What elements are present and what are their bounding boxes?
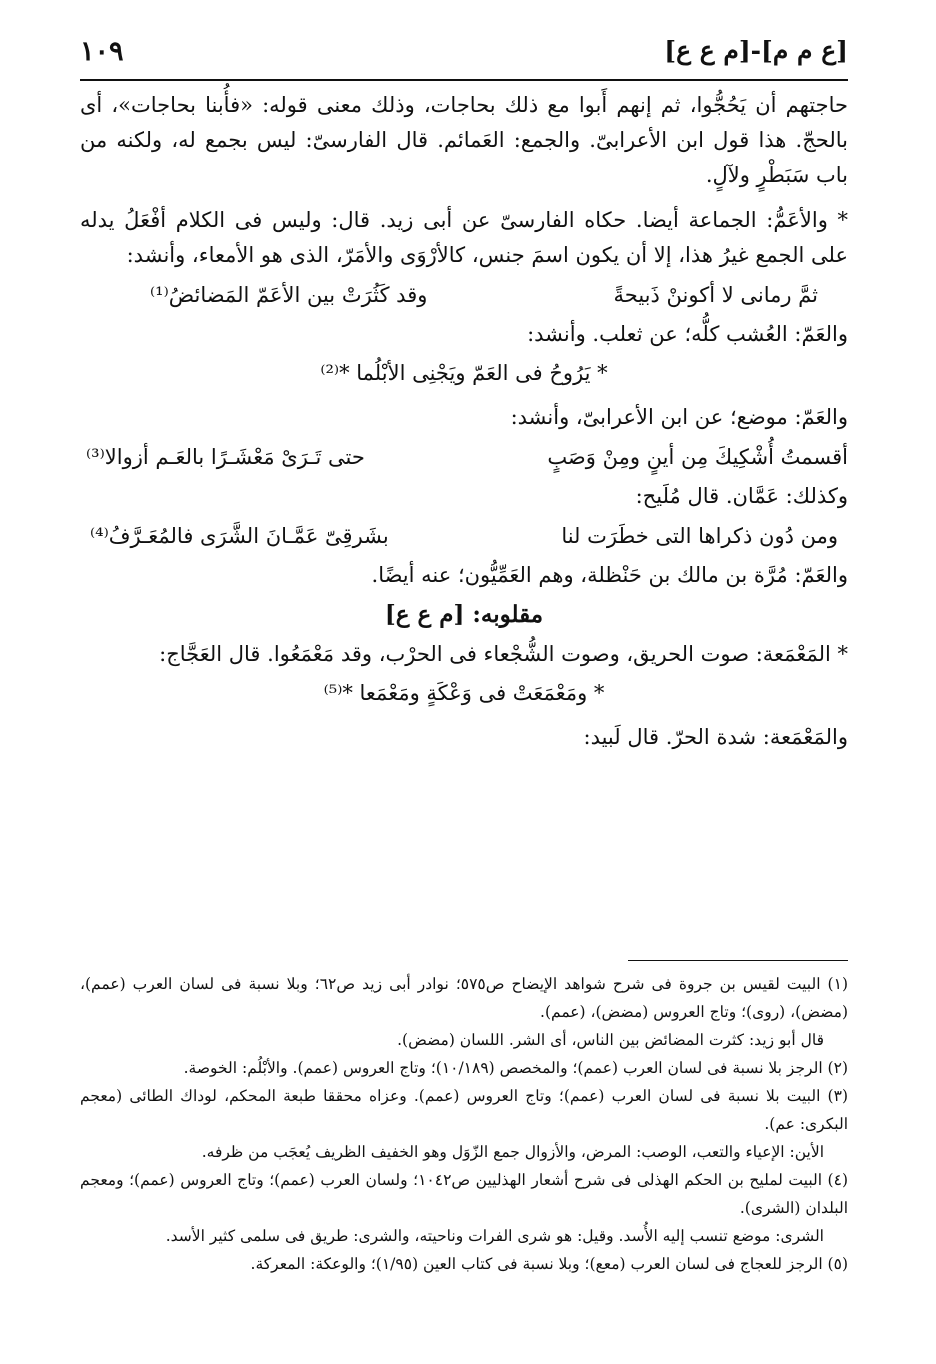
paragraph: والمَعْمَعة: شدة الحرّ. قال لَبيد: — [583, 725, 848, 749]
footnotes — [80, 970, 848, 1278]
footnote: (٥) الرجز للعجاج فى لسان العرب (معع)؛ وبلا نسبة فى كتاب العين (١/٩٥)؛ والوعكة: المعركة. — [250, 1255, 848, 1273]
page-number: ١٠٩ — [80, 36, 124, 67]
paragraph: والعَمّ: العُشب كلُّه؛ عن ثعلب. وأنشد: — [527, 322, 848, 346]
header-rule — [80, 79, 848, 81]
paragraph: * والأعَمُّ: الجماعة أيضا. حكاه الفارسىّ عن أبى زيد. قال: وليس فى الكلام أفْعَلُ يدله على الجمع غيرُ هذا، إلا أن يكون اسمَ جنس، كالأرْوَى والأمَرّ، الذى هو الأمعاء، وأنشد: — [80, 208, 848, 267]
verse-line — [80, 435, 848, 479]
paragraph: * المَعْمَعة: صوت الحريق، وصوت الشُّجْعاء فى الحرْب، وقد مَعْمَعُوا. قال العَجَّاج: — [159, 642, 848, 666]
verse-second-hemistich: وقد كَثُرَتْ بين الأعَمّ المَضائضُ⁽¹⁾ — [150, 282, 428, 307]
paragraph: والعَمّ: موضع؛ عن ابن الأعرابىّ، وأنشد: — [510, 405, 848, 429]
verse-first-hemistich: ثمَّ رمانى لا أكوننْ ذَبيحةً — [613, 282, 818, 307]
footnote: (١) البيت لقيس بن جروة فى شرح شواهد الإيضاح ص٥٧٥؛ نوادر أبى زيد ص٦٢؛ وبلا نسبة فى لسان العرب (عمم)، (مضض)، (روى)؛ وتاج العروس (مضض)، (عمم). — [80, 975, 848, 1021]
rajaz-verse: * ومَعْمَعَتْ فى وَعْكَةٍ ومَعْمَعا *⁽⁵⁾ — [323, 681, 605, 705]
verse-first-hemistich: ومن دُون ذكراها التى خطَرَت لنا — [561, 523, 838, 548]
main-text — [80, 88, 848, 755]
footnote: (٤) البيت لمليح بن الحكم الهذلى فى شرح أشعار الهذليين ص١٠٤٢؛ ولسان العرب (عمم)؛ وتاج العروس (عمم)؛ ومعجم البلدان (الشرى). — [80, 1171, 848, 1217]
paragraph: وكذلك: عَمَّان. قال مُلَيح: — [635, 484, 848, 508]
verse-second-hemistich: بشَرقِىّ عَمَّـانَ الشَّرَى فالمُعَـرَّفُ⁽⁴⁾ — [90, 523, 389, 548]
rajaz-verse: * يَرُوحُ فى العَمّ ويَجْنِى الأبْلُما *⁽²⁾ — [320, 361, 608, 385]
verse-first-hemistich: أقسمتُ أُشْكِيكَ مِن أينٍ ومِنْ وَصَبٍ — [547, 444, 848, 469]
running-header — [80, 34, 848, 74]
footnote-note: الأين: الإعياء والتعب، الوصب: المرض، والأزوال جمع الزّوَل وهو الخفيف الظريف يُعجَب من ظرفه. — [201, 1143, 824, 1161]
footnote-rule — [628, 960, 848, 961]
root-heading: [ع م م]-[م ع ع] — [664, 36, 848, 65]
verse-second-hemistich: حتى تَـرَىْ مَعْشَـرًا بالعَـم أزوالا⁽³⁾ — [86, 444, 365, 469]
footnote-note: الشرى: موضع تنسب إليه الأُسد. وقيل: هو شرى الفرات وناحيته، والشرى: طريق فى سلمى كثير الأسد. — [165, 1227, 824, 1245]
verse-line — [80, 273, 848, 317]
verse-line — [80, 514, 848, 558]
paragraph: حاجتهم أن يَحُجُّوا، ثم إنهم أَبوا مع ذلك بحاجات، وذلك معنى قوله: «فأُبنا بحاجات»، أى بالحجّ. هذا قول ابن الأعرابىّ. والجمع: العَمائم. قال الفارسىّ: ليس بجمع له، ولكنه من باب سَبَطْرٍ ولآلٍ. — [80, 93, 848, 187]
footnote: (٢) الرجز بلا نسبة فى لسان العرب (عمم)؛ والمخصص (١٠/١٨٩)؛ وتاج العروس (عمم). والأبْلُم: الخوصة. — [183, 1059, 848, 1077]
section-heading: مقلوبه: [م ع ع] — [384, 601, 544, 628]
footnote-note: قال أبو زيد: كثرت المضائض بين الناس، أى الشر. اللسان (مضض). — [397, 1031, 824, 1049]
footnote: (٣) البيت بلا نسبة فى لسان العرب (عمم)؛ وتاج العروس (عمم). وعزاه محققا طبعة المحكم، لوداك الطائى (معجم البكرى: عم). — [80, 1087, 848, 1133]
paragraph: والعَمّ: مُرَّة بن مالك بن حَنْظلة، وهم العَمِّيُّون؛ عنه أيضًا. — [371, 563, 848, 587]
